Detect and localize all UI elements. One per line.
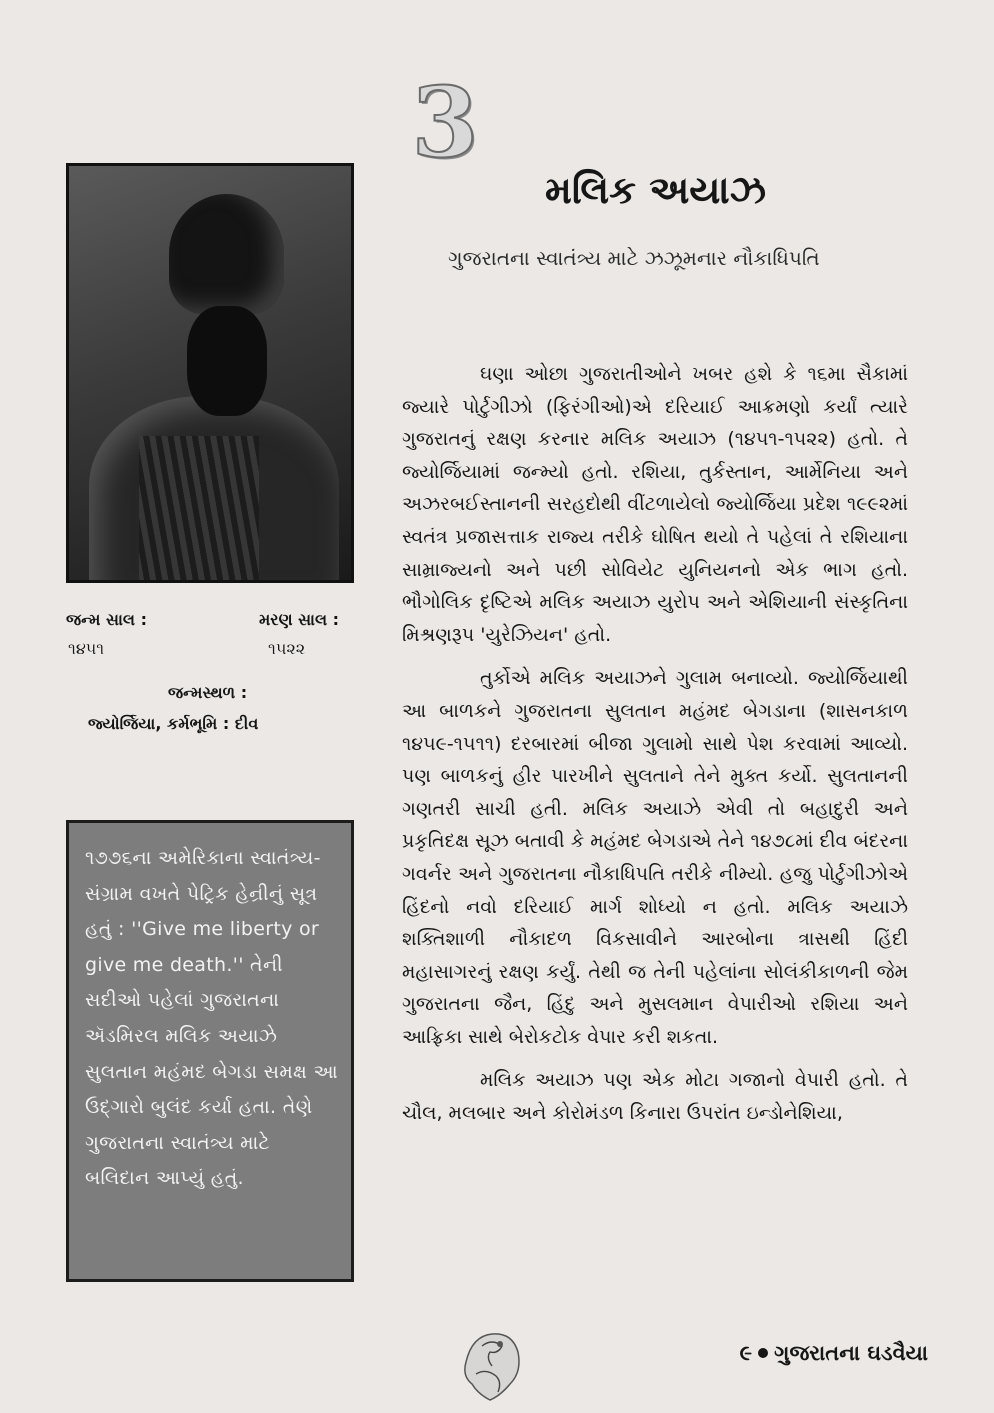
quote-box	[66, 820, 354, 1282]
quote-text: ૧૭૭૬ના અમેરિકાના સ્વાતંત્ર્ય-સંગ્રામ વખતે પેટ્રિક હેન્રીનું સૂત્ર હતું : ''Give me liberty or give me death.'' તેની સદીઓ પહેલાં ગુજરાતના ઍડમિરલ મલિક અયાઝે સુલતાન મહંમદ બેગડા સમક્ષ આ ઉદ્ગારો બુલંદ કર્યા હતા. તેણે ગુજરાતના સ્વાતંત્ર્ય માટે બલિદાન આપ્યું હતું.	[85, 847, 338, 1190]
book-emblem-icon	[452, 1322, 530, 1404]
bullet-icon	[758, 1348, 768, 1358]
body-paragraph: ઘણા ઓછા ગુજરાતીઓને ખબર હશે કે ૧૬મા સૈકામાં જ્યારે પોર્ટુગીઝો (ફિરંગીઓ)એ દરિયાઈ આક્રમણો કર્યાં ત્યારે ગુજરાતનું રક્ષણ કરનાર મલિક અયાઝ (૧૪૫૧-૧૫૨૨) હતો. તે જ્યોર્જિયામાં જન્મ્યો હતો. રશિયા, તુર્કસ્તાન, આર્મેનિયા અને અઝરબઈસ્તાનની સરહદોથી વીંટળાયેલો જ્યોર્જિયા પ્રદેશ ૧૯૯૨માં સ્વતંત્ર પ્રજાસત્તાક રાજ્ય તરીકે ઘોષિત થયો તે પહેલાં તે રશિયાના સામ્રાજ્યનો અને પછી સોવિયેટ યુનિયનનો એક ભાગ હતો. ભૌગોલિક દૃષ્ટિએ મલિક અયાઝ યુરોપ અને એશિયાની સંસ્કૃતિના મિશ્રણરૂપ 'યુરેઝિયન' હતો.	[402, 363, 908, 646]
birth-year-value: ૧૪૫૧	[68, 639, 105, 658]
birthplace-label: જન્મસ્થળ :	[168, 683, 248, 702]
page-footer	[688, 1337, 928, 1369]
portrait-photo	[66, 163, 354, 583]
chapter-number: 3	[411, 66, 479, 179]
turban-shape	[169, 194, 284, 314]
body-text	[402, 358, 908, 1141]
chapter-title: મલિક અયાઝ	[545, 168, 766, 212]
death-year-label: મરણ સાલ :	[259, 610, 340, 629]
death-year-value: ૧૫૨૨	[268, 639, 306, 658]
body-paragraph: તુર્કોએ મલિક અયાઝને ગુલામ બનાવ્યો. જ્યોર્જિયાથી આ બાળકને ગુજરાતના સુલતાન મહંમદ બેગડાના (શાસનકાળ ૧૪૫૯-૧૫૧૧) દરબારમાં બીજા ગુલામો સાથે પેશ કરવામાં આવ્યો. પણ બાળકનું હીર પારખીને સુલતાને તેને મુક્ત કર્યો. સુલતાનની ગણતરી સાચી હતી. મલિક અયાઝે એવી તો બહાદુરી અને પ્રકૃતિદક્ષ સૂઝ બતાવી કે મહંમદ બેગડાએ તેને ૧૪૭૮માં દીવ બંદરના ગવર્નર અને ગુજરાતના નૌકાધિપતિ તરીકે નીમ્યો. હજુ પોર્ટુગીઝોએ હિંદનો નવો દરિયાઈ માર્ગ શોધ્યો ન હતો. મલિક અયાઝે શક્તિશાળી નૌકાદળ વિકસાવીને આરબોના ત્રાસથી હિંદી મહાસાગરનું રક્ષણ કર્યું. તેથી જ તેની પહેલાંના સોલંકીકાળની જેમ ગુજરાતના જૈન, હિંદુ અને મુસલમાન વેપારીઓ રશિયા અને આફ્રિકા સાથે બેરોકટોક વેપાર કરી શકતા.	[402, 667, 908, 1048]
chapter-subtitle: ગુજરાતના સ્વાતંત્ર્ય માટે ઝઝૂમનાર નૌકાધિપતિ	[448, 246, 820, 270]
page-number: ૯	[739, 1341, 753, 1365]
book-title: ગુજરાતના ઘડવૈયા	[774, 1341, 928, 1365]
body-paragraph: મલિક અયાઝ પણ એક મોટા ગજાનો વેપારી હતો. તે ચૌલ, મલબાર અને કોરોમંડળ કિનારા ઉપરાંત ઇન્ડોનેશિયા,	[402, 1069, 908, 1125]
birth-year-label: જન્મ સાલ :	[66, 610, 147, 629]
birthplace-value: જ્યોર્જિયા, કર્મભૂમિ : દીવ	[88, 714, 259, 733]
